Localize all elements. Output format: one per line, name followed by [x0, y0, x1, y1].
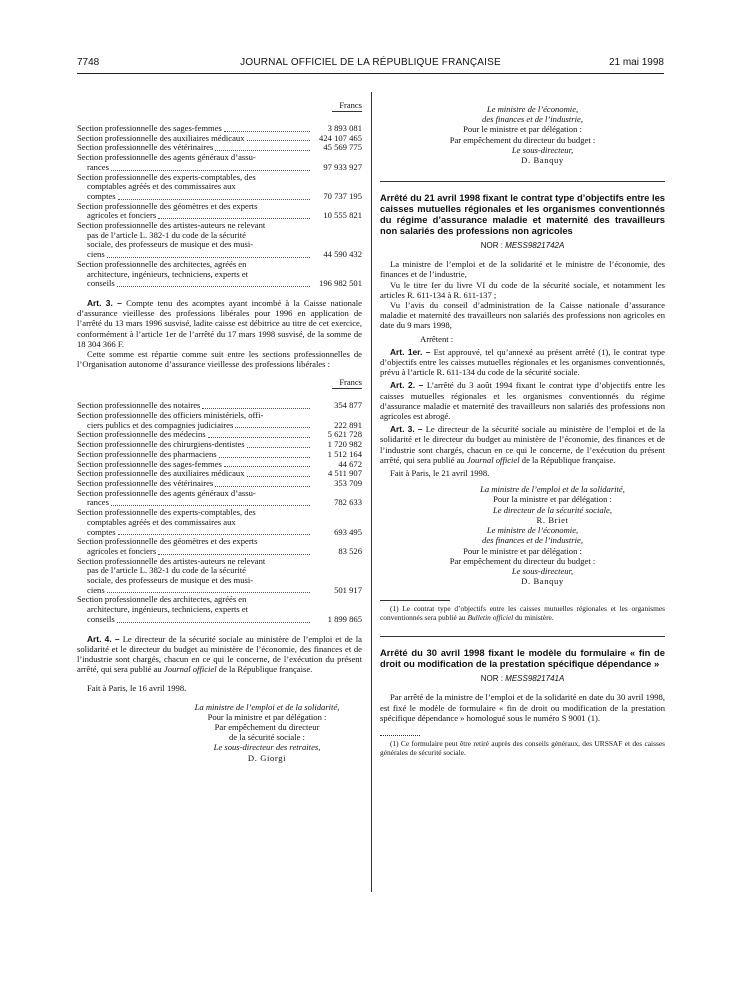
top-signature-block — [380, 104, 665, 165]
row-amount: 5 621 728 — [327, 429, 362, 440]
row-label-text: Section professionnelle des vétérinaires — [77, 142, 214, 153]
row-label-continuation: architecture, ingénieurs, techniciens, experts et — [87, 604, 249, 615]
leader-dots — [111, 170, 310, 171]
decree-1-footnote-bulletin: Bulletin officiel — [467, 613, 514, 623]
decree-1-sig2-impediment: Par empêchement du directeur du budget : — [449, 555, 596, 566]
leader-dots — [224, 131, 310, 132]
decree-1-footnote-end: du ministère. — [515, 613, 554, 623]
table2-unit: Francs — [339, 377, 362, 388]
row-label-continuation: pas de l’article L. 382-1 du code de la sécurité — [87, 229, 246, 240]
signature-role: Le sous-directeur des retraites, — [213, 742, 321, 753]
row-label-text: conseils — [87, 278, 115, 289]
signed-at: Fait à Paris, le 16 avril 1998. — [87, 683, 187, 694]
footnote-rule-2 — [380, 735, 420, 736]
row-label-continuation: comptables agréés et des commissaires aux — [87, 516, 236, 527]
row-label-text: ciers publics et des compagnies judiciaires — [87, 419, 234, 430]
row-amount: 222 891 — [334, 419, 362, 430]
leader-dots — [117, 622, 310, 623]
row-label-text: agricoles et fonciers — [87, 210, 157, 221]
row-label-first-line: Section professionnelle des architectes, agréés en — [77, 594, 247, 605]
signature-name: D. Giorgi — [247, 752, 287, 763]
leader-dots — [202, 408, 310, 409]
decree-1-sig1-role: Le directeur de la sécurité sociale, — [492, 504, 612, 515]
signature-impediment: Par empêchement du directeur — [214, 721, 320, 732]
decree-1-nor-label: NOR : — [480, 241, 503, 251]
row-label-first-line: Section professionnelle des artistes-auteurs ne relevant — [77, 220, 266, 231]
decree-1-article-2-text: L’arrêté du 3 août 1994 fixant le contrat type d’objectifs entre les caisses mutuelles régionales et les organismes conventionnés du régime d’assurance maladie et maternité des travailleurs non salariés des professions non agricoles est abrogé. — [380, 380, 665, 422]
decree-1-article-1-label: Art. 1er. – — [390, 346, 431, 357]
row-amount: 83 526 — [338, 545, 362, 556]
decree-1-title: Arrêté du 21 avril 1998 fixant le contrat type d’objectifs entre les caisses mutuelles régionales et les organismes conventionnés du régime d’assurance maladie et maternité des travailleurs non salariés des professions non agricoles — [380, 192, 665, 237]
leader-dots — [219, 457, 310, 458]
row-label-continuation: architecture, ingénieurs, techniciens, experts et — [87, 268, 249, 279]
row-label-text: Section professionnelle des sages-femmes — [77, 458, 222, 469]
decree-1-article-3-text: Le directeur de la sécurité sociale au ministère de l’emploi et de la solidarité et le directeur du budget au ministère de l’économie, des finances et de l’industrie sont chargés, chacun en ce qui le concerne, de l’exécution du présent arrêté, qui sera publié au — [380, 424, 665, 465]
leader-dots — [215, 486, 310, 487]
issue-date: 21 mai 1998 — [608, 57, 664, 68]
row-amount: 4 511 907 — [327, 468, 362, 479]
row-label — [77, 260, 312, 289]
row-label-first-line: Section professionnelle des agents généraux d’assu- — [77, 152, 256, 163]
decree-1-article-3-label: Art. 3. – — [390, 424, 423, 435]
row-label-last-line — [77, 615, 312, 625]
row-amount: 196 982 501 — [319, 278, 362, 289]
table-row — [77, 557, 362, 596]
row-label-first-line: Section professionnelle des officiers ministériels, offi- — [77, 410, 264, 421]
decree-2-nor — [380, 674, 665, 684]
table-row — [77, 537, 362, 556]
leader-dots — [117, 286, 310, 287]
row-label-text: Section professionnelle des auxiliaires médicaux — [77, 468, 245, 479]
decree-2-title: Arrêté du 30 avril 1998 fixant le modèle du formulaire « fin de droit ou modification de la prestation spécifique dépendance » — [380, 647, 665, 670]
decree-1-article-2-label: Art. 2. – — [390, 380, 424, 391]
decree-2-nor-label: NOR : — [480, 674, 503, 684]
decree-1-sig1-name: R. Briet — [536, 514, 569, 525]
leader-dots — [247, 476, 310, 477]
page-number: 7748 — [77, 57, 100, 68]
leader-dots — [235, 427, 310, 428]
table-row — [77, 153, 362, 172]
row-label — [77, 537, 312, 556]
decree-2-footnote: (1) Ce formulaire peut être retiré auprès des conseils généraux, des URSSAF et des caisses générales de sécurité sociale. — [380, 738, 665, 757]
row-label-text: comptes — [87, 190, 116, 201]
row-label-continuation: sociale, des professeurs de musique et des musi- — [87, 239, 254, 250]
row-label-first-line: Section professionnelle des artistes-auteurs ne relevant — [77, 555, 266, 566]
leader-dots — [247, 140, 310, 141]
table-row — [77, 202, 362, 221]
row-label-first-line: Section professionnelle des agents généraux d’assu- — [77, 487, 256, 498]
row-amount: 45 569 775 — [323, 142, 362, 153]
article-4 — [77, 634, 362, 675]
decree-1-article-3-journal: Journal officiel — [466, 454, 520, 465]
decree-1-article-1-text: Est approuvé, tel qu’annexé au présent arrêté (1), le contrat type d’objectifs entre les caisses mutuelles régionales et les organismes conventionnés, prévu à l’article R. 611-134 du code de la sécurité sociale. — [380, 346, 665, 378]
article-3-text: Compte tenu des acomptes ayant incombé à la Caisse nationale d’assurance vieillesse des professions libérales pour 1996 en application de l’arrêté du 13 mars 1996 susvisé, ladite caisse est débitrice au titre de cet exercice, conformément à l’article 1er de l’arrêté du 17 mars 1998 susvisé, de la somme de 18 304 366 F. — [77, 297, 362, 349]
row-amount: 44 590 432 — [323, 249, 362, 260]
row-label-text: Section professionnelle des sages-femmes — [77, 123, 222, 133]
row-label-text: Section professionnelle des vétérinaires — [77, 478, 214, 488]
table1-unit-rule — [332, 111, 362, 112]
leader-dots — [247, 447, 310, 448]
leader-dots — [158, 218, 310, 219]
row-label — [77, 557, 312, 596]
row-amount: 782 633 — [334, 497, 362, 508]
row-label-text: ciens — [87, 584, 105, 595]
decree-1-sig2-delegation: Pour le ministre et par délégation : — [463, 545, 582, 556]
leader-dots — [118, 534, 310, 535]
row-label-first-line: Section professionnelle des architectes, agréés en — [77, 258, 247, 269]
row-label-continuation: sociale, des professeurs de musique et des musi- — [87, 575, 254, 586]
decree-1-sig2-ministry-2: des finances et de l’industrie, — [482, 535, 583, 546]
top-sig-ministry-1: Le ministre de l’économie, — [486, 104, 579, 114]
row-label-text: Section professionnelle des auxiliaires médicaux — [77, 132, 245, 143]
leader-dots — [118, 199, 310, 200]
table-row — [77, 221, 362, 260]
table-row — [77, 489, 362, 508]
row-amount: 1 899 865 — [327, 613, 362, 624]
article-4-text-end: de la République française. — [218, 664, 313, 675]
table2-unit-rule — [332, 388, 362, 389]
row-label — [77, 508, 312, 537]
decree-1-vu-2: Vu l’avis du conseil d’administration de la Caisse nationale d’assurance maladie et maternité des travailleurs non salariés des professions non agricoles en date du 9 mars 1998, — [380, 300, 665, 331]
row-amount: 10 555 821 — [323, 210, 362, 221]
leader-dots — [107, 592, 310, 593]
row-label-text: ciens — [87, 249, 105, 260]
decree-1-article-3-end: de la République française. — [521, 454, 616, 465]
row-amount: 70 737 195 — [323, 190, 362, 201]
decree-1-article-3 — [380, 424, 665, 465]
row-label-text: Section professionnelle des pharmaciens — [77, 448, 217, 459]
leader-dots — [215, 150, 310, 151]
row-label-continuation: comptables agréés et des commissaires aux — [87, 181, 236, 192]
row-amount: 424 107 465 — [319, 132, 362, 143]
row-label-text: Section professionnelle des médecins — [77, 429, 206, 440]
decree-separator-2 — [380, 636, 665, 637]
decree-1-vu-1: Vu le titre Ier du livre VI du code de la sécurité sociale, et notamment les articles R. 611-134 à R. 611-137 ; — [380, 279, 665, 300]
row-amount: 97 933 927 — [323, 161, 362, 172]
decree-1-footnote-text: (1) Le contrat type d’objectifs entre les caisses mutuelles régionales et les organismes conventionnés sera publié au — [380, 604, 665, 623]
row-amount: 3 893 081 — [327, 123, 362, 133]
page-header — [77, 57, 664, 71]
row-label — [77, 202, 312, 221]
decree-1-sig1-delegation: Pour la ministre et par délégation : — [493, 494, 612, 505]
row-amount: 353 709 — [334, 478, 362, 488]
decree-1-sig1-ministry: La ministre de l’emploi et de la solidarité, — [480, 484, 625, 495]
article-4-journal: Journal officiel — [163, 664, 217, 675]
row-amount: 1 720 982 — [327, 439, 362, 450]
decree-2-nor-code: MESS9821741A — [505, 674, 565, 684]
decree-1-nor-code: MESS9821742A — [505, 241, 565, 251]
signature-impediment-2: de la sécurité sociale : — [229, 732, 305, 743]
row-label-continuation: pas de l’article L. 382-1 du code de la sécurité — [87, 565, 246, 576]
top-sig-ministry-2: des finances et de l’industrie, — [482, 114, 583, 125]
header-rule — [77, 73, 664, 74]
right-column — [380, 104, 665, 757]
decree-1-intro: La ministre de l’emploi et de la solidarité et le ministre de l’économie, des finances et de l’industrie, — [380, 259, 665, 280]
row-amount: 501 917 — [334, 584, 362, 595]
row-label-text: conseils — [87, 613, 115, 624]
decree-1-signature-1 — [380, 484, 665, 525]
article-3 — [77, 298, 362, 349]
row-label-text: agricoles et fonciers — [87, 545, 157, 556]
top-sig-delegation: Pour le ministre et par délégation : — [463, 124, 582, 135]
row-label-first-line: Section professionnelle des experts-comptables, des — [77, 171, 256, 182]
article-4-text: Le directeur de la sécurité sociale au ministère de l’emploi et de la solidarité et le directeur du budget au ministère de l’économie, des finances et de l’industrie sont chargés, chacun en ce qui le concerne, de l’exécution du présent arrêté, qui sera publié au — [77, 633, 362, 675]
decree-1-arretent: Arrêtent : — [420, 333, 454, 344]
leader-dots — [224, 466, 310, 467]
row-label-first-line: Section professionnelle des experts-comptables, des — [77, 507, 256, 518]
table-row — [77, 508, 362, 537]
decree-1-sig2-role: Le sous-directeur, — [511, 565, 574, 576]
row-label-last-line — [77, 279, 312, 289]
row-label-text: Section professionnelle des chirurgiens-dentistes — [77, 439, 245, 450]
allocation-table-1 — [77, 124, 362, 289]
decree-1-nor — [380, 241, 665, 251]
decree-1-footnote — [380, 604, 665, 622]
leader-dots — [158, 554, 310, 555]
row-amount: 354 877 — [334, 400, 362, 411]
decree-1-article-2 — [380, 380, 665, 421]
footnote-rule-1 — [380, 600, 450, 601]
row-label — [77, 595, 312, 624]
decree-1-sig2-ministry-1: Le ministre de l’économie, — [486, 525, 579, 536]
row-label — [77, 411, 312, 430]
table-row — [77, 173, 362, 202]
article-3-label: Art. 3. – — [87, 297, 122, 308]
row-label-first-line: Section professionnelle des géomètres et des experts — [77, 536, 258, 547]
top-sig-name: D. Banquy — [521, 155, 564, 166]
row-amount: 1 512 164 — [327, 448, 362, 459]
top-sig-role: Le sous-directeur, — [511, 144, 574, 155]
table-row — [77, 411, 362, 430]
signature-delegation: Pour la ministre et par délégation : — [207, 711, 327, 722]
decree-1-article-1 — [380, 347, 665, 378]
row-label-first-line: Section professionnelle des géomètres et des experts — [77, 200, 258, 211]
decree-2-text: Par arrêté de la ministre de l’emploi et de la solidarité en date du 30 avril 1998, est fixé le modèle de formulaire « fin de droit ou modification de la prestation spécifique dépendance » homologué sous le numéro S 9001 (1). — [380, 692, 665, 723]
column-divider — [371, 92, 372, 892]
row-label-text: comptes — [87, 526, 116, 537]
row-label-text: Section professionnelle des notaires — [77, 400, 201, 411]
row-label — [77, 153, 312, 172]
decree-1-signature-2 — [380, 525, 665, 586]
row-label — [77, 489, 312, 508]
leader-dots — [111, 505, 310, 506]
leader-dots — [208, 437, 310, 438]
row-label-text: rances — [87, 161, 109, 172]
row-label — [77, 221, 312, 260]
row-label-text: rances — [87, 497, 109, 508]
signature-ministry: La ministre de l’emploi et de la solidarité, — [194, 701, 340, 712]
row-label — [77, 173, 312, 202]
article-4-label: Art. 4. – — [87, 633, 120, 644]
row-amount: 44 672 — [338, 458, 362, 469]
table-row — [77, 595, 362, 624]
table1-unit: Francs — [339, 100, 362, 110]
decree-1-signed-at: Fait à Paris, le 21 avril 1998. — [390, 468, 490, 479]
table-row — [77, 260, 362, 289]
top-sig-impediment: Par empêchement du directeur du budget : — [449, 134, 596, 145]
decree-separator — [380, 181, 665, 182]
left-column — [77, 100, 362, 763]
article-3-text2: Cette somme est répartie comme suit entre les sections professionnelles de l’Organisation autonome d’assurance vieillesse des professions libérales : — [77, 348, 362, 370]
allocation-table-2 — [77, 401, 362, 624]
journal-title: JOURNAL OFFICIEL DE LA RÉPUBLIQUE FRANÇAISE — [240, 57, 501, 68]
signature-block-left — [77, 702, 362, 763]
row-amount: 693 495 — [334, 526, 362, 537]
leader-dots — [107, 257, 310, 258]
decree-1-sig2-name: D. Banquy — [521, 576, 564, 587]
